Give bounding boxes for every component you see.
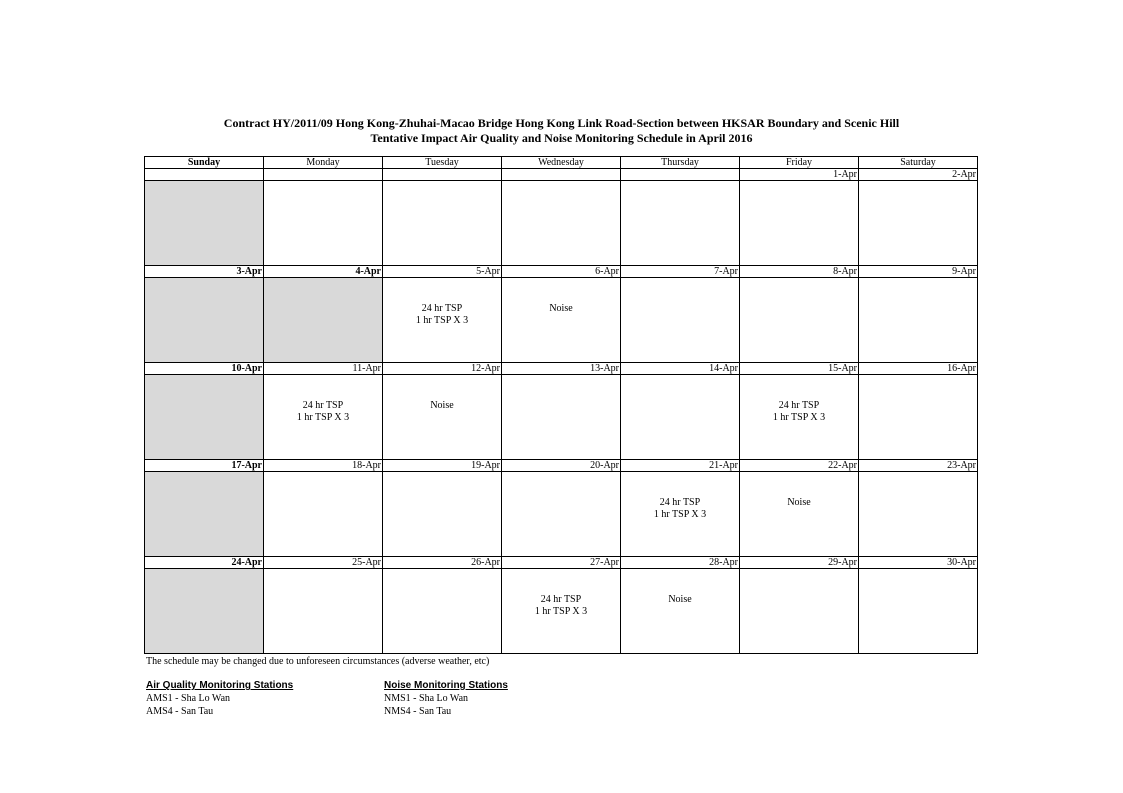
day-cell — [502, 375, 621, 460]
date-label: 11-Apr — [264, 363, 383, 375]
monitoring-event: Noise — [430, 400, 454, 411]
calendar-table — [144, 156, 978, 654]
monitoring-event: 24 hr TSP — [778, 400, 820, 411]
day-cell — [740, 181, 859, 266]
monitoring-events — [741, 400, 857, 424]
date-label: 13-Apr — [502, 363, 621, 375]
day-cell — [621, 375, 740, 460]
day-cell — [621, 569, 740, 654]
monitoring-events — [622, 594, 738, 606]
day-cell — [502, 181, 621, 266]
day-cell — [383, 472, 502, 557]
date-label: 28-Apr — [621, 557, 740, 569]
date-label: 10-Apr — [145, 363, 264, 375]
day-cell — [145, 375, 264, 460]
day-cell — [859, 569, 978, 654]
date-label: 4-Apr — [264, 266, 383, 278]
day-cell — [383, 569, 502, 654]
day-header: Tuesday — [383, 157, 502, 169]
date-label — [145, 169, 264, 181]
date-label: 2-Apr — [859, 169, 978, 181]
monitoring-event: 24 hr TSP — [540, 594, 582, 605]
date-label: 9-Apr — [859, 266, 978, 278]
day-cell — [264, 181, 383, 266]
day-cell — [740, 472, 859, 557]
monitoring-event: 24 hr TSP — [421, 303, 463, 314]
date-label: 12-Apr — [383, 363, 502, 375]
date-label: 7-Apr — [621, 266, 740, 278]
date-label: 18-Apr — [264, 460, 383, 472]
day-cell — [859, 472, 978, 557]
date-label — [264, 169, 383, 181]
day-cell — [383, 181, 502, 266]
day-cell — [621, 278, 740, 363]
air-quality-station: AMS4 - San Tau — [146, 706, 214, 717]
day-cell — [383, 375, 502, 460]
day-cell — [740, 569, 859, 654]
day-cell — [264, 472, 383, 557]
day-cell — [145, 181, 264, 266]
monitoring-event: 1 hr TSP X 3 — [415, 315, 469, 326]
day-header: Friday — [740, 157, 859, 169]
date-label: 3-Apr — [145, 266, 264, 278]
date-label — [383, 169, 502, 181]
date-label: 6-Apr — [502, 266, 621, 278]
air-quality-station: AMS1 - Sha Lo Wan — [146, 693, 231, 704]
day-cell — [264, 278, 383, 363]
date-label: 20-Apr — [502, 460, 621, 472]
date-label: 8-Apr — [740, 266, 859, 278]
date-label: 23-Apr — [859, 460, 978, 472]
day-cell — [145, 278, 264, 363]
air-quality-legend — [146, 679, 293, 718]
schedule-note: The schedule may be changed due to unforeseen circumstances (adverse weather, etc) — [146, 656, 490, 667]
monitoring-events — [503, 594, 619, 618]
day-cell — [859, 375, 978, 460]
day-cell — [740, 375, 859, 460]
date-label — [502, 169, 621, 181]
day-cell — [740, 278, 859, 363]
noise-legend — [384, 679, 508, 718]
day-cell — [502, 278, 621, 363]
monitoring-event: 1 hr TSP X 3 — [653, 509, 707, 520]
monitoring-event: 1 hr TSP X 3 — [296, 412, 350, 423]
noise-station: NMS4 - San Tau — [384, 706, 452, 717]
day-header: Thursday — [621, 157, 740, 169]
monitoring-event: 1 hr TSP X 3 — [534, 606, 588, 617]
date-label: 24-Apr — [145, 557, 264, 569]
day-cell — [264, 375, 383, 460]
day-header: Sunday — [145, 157, 264, 169]
monitoring-events — [503, 303, 619, 315]
date-label: 16-Apr — [859, 363, 978, 375]
monitoring-event: Noise — [549, 303, 573, 314]
day-cell — [621, 472, 740, 557]
schedule-title: Contract HY/2011/09 Hong Kong-Zhuhai-Macao Bridge Hong Kong Link Road-Section between HKSAR Boundary and Scenic Hill — [223, 116, 900, 130]
date-label: 17-Apr — [145, 460, 264, 472]
date-label: 1-Apr — [740, 169, 859, 181]
date-label: 14-Apr — [621, 363, 740, 375]
date-label — [621, 169, 740, 181]
monitoring-events — [265, 400, 381, 424]
day-header: Monday — [264, 157, 383, 169]
monitoring-event: Noise — [668, 594, 692, 605]
schedule-subtitle: Tentative Impact Air Quality and Noise Monitoring Schedule in April 2016 — [370, 131, 753, 145]
day-cell — [502, 472, 621, 557]
date-label: 26-Apr — [383, 557, 502, 569]
date-label: 29-Apr — [740, 557, 859, 569]
day-cell — [145, 569, 264, 654]
noise-heading: Noise Monitoring Stations — [384, 680, 508, 691]
monitoring-events — [741, 497, 857, 509]
day-cell — [621, 181, 740, 266]
day-header: Wednesday — [502, 157, 621, 169]
date-label: 22-Apr — [740, 460, 859, 472]
day-cell — [145, 472, 264, 557]
monitoring-events — [622, 497, 738, 521]
date-label: 27-Apr — [502, 557, 621, 569]
date-label: 15-Apr — [740, 363, 859, 375]
day-cell — [859, 181, 978, 266]
date-label: 25-Apr — [264, 557, 383, 569]
monitoring-event: 1 hr TSP X 3 — [772, 412, 826, 423]
air-quality-heading: Air Quality Monitoring Stations — [146, 680, 294, 691]
day-cell — [383, 278, 502, 363]
date-label: 19-Apr — [383, 460, 502, 472]
monitoring-events — [384, 400, 500, 412]
date-label: 21-Apr — [621, 460, 740, 472]
monitoring-event: 24 hr TSP — [302, 400, 344, 411]
day-header: Saturday — [859, 157, 978, 169]
day-cell — [502, 569, 621, 654]
day-cell — [859, 278, 978, 363]
monitoring-events — [384, 303, 500, 327]
monitoring-event: Noise — [787, 497, 811, 508]
day-cell — [264, 569, 383, 654]
monitoring-event: 24 hr TSP — [659, 497, 701, 508]
date-label: 5-Apr — [383, 266, 502, 278]
date-label: 30-Apr — [859, 557, 978, 569]
noise-station: NMS1 - Sha Lo Wan — [384, 693, 469, 704]
